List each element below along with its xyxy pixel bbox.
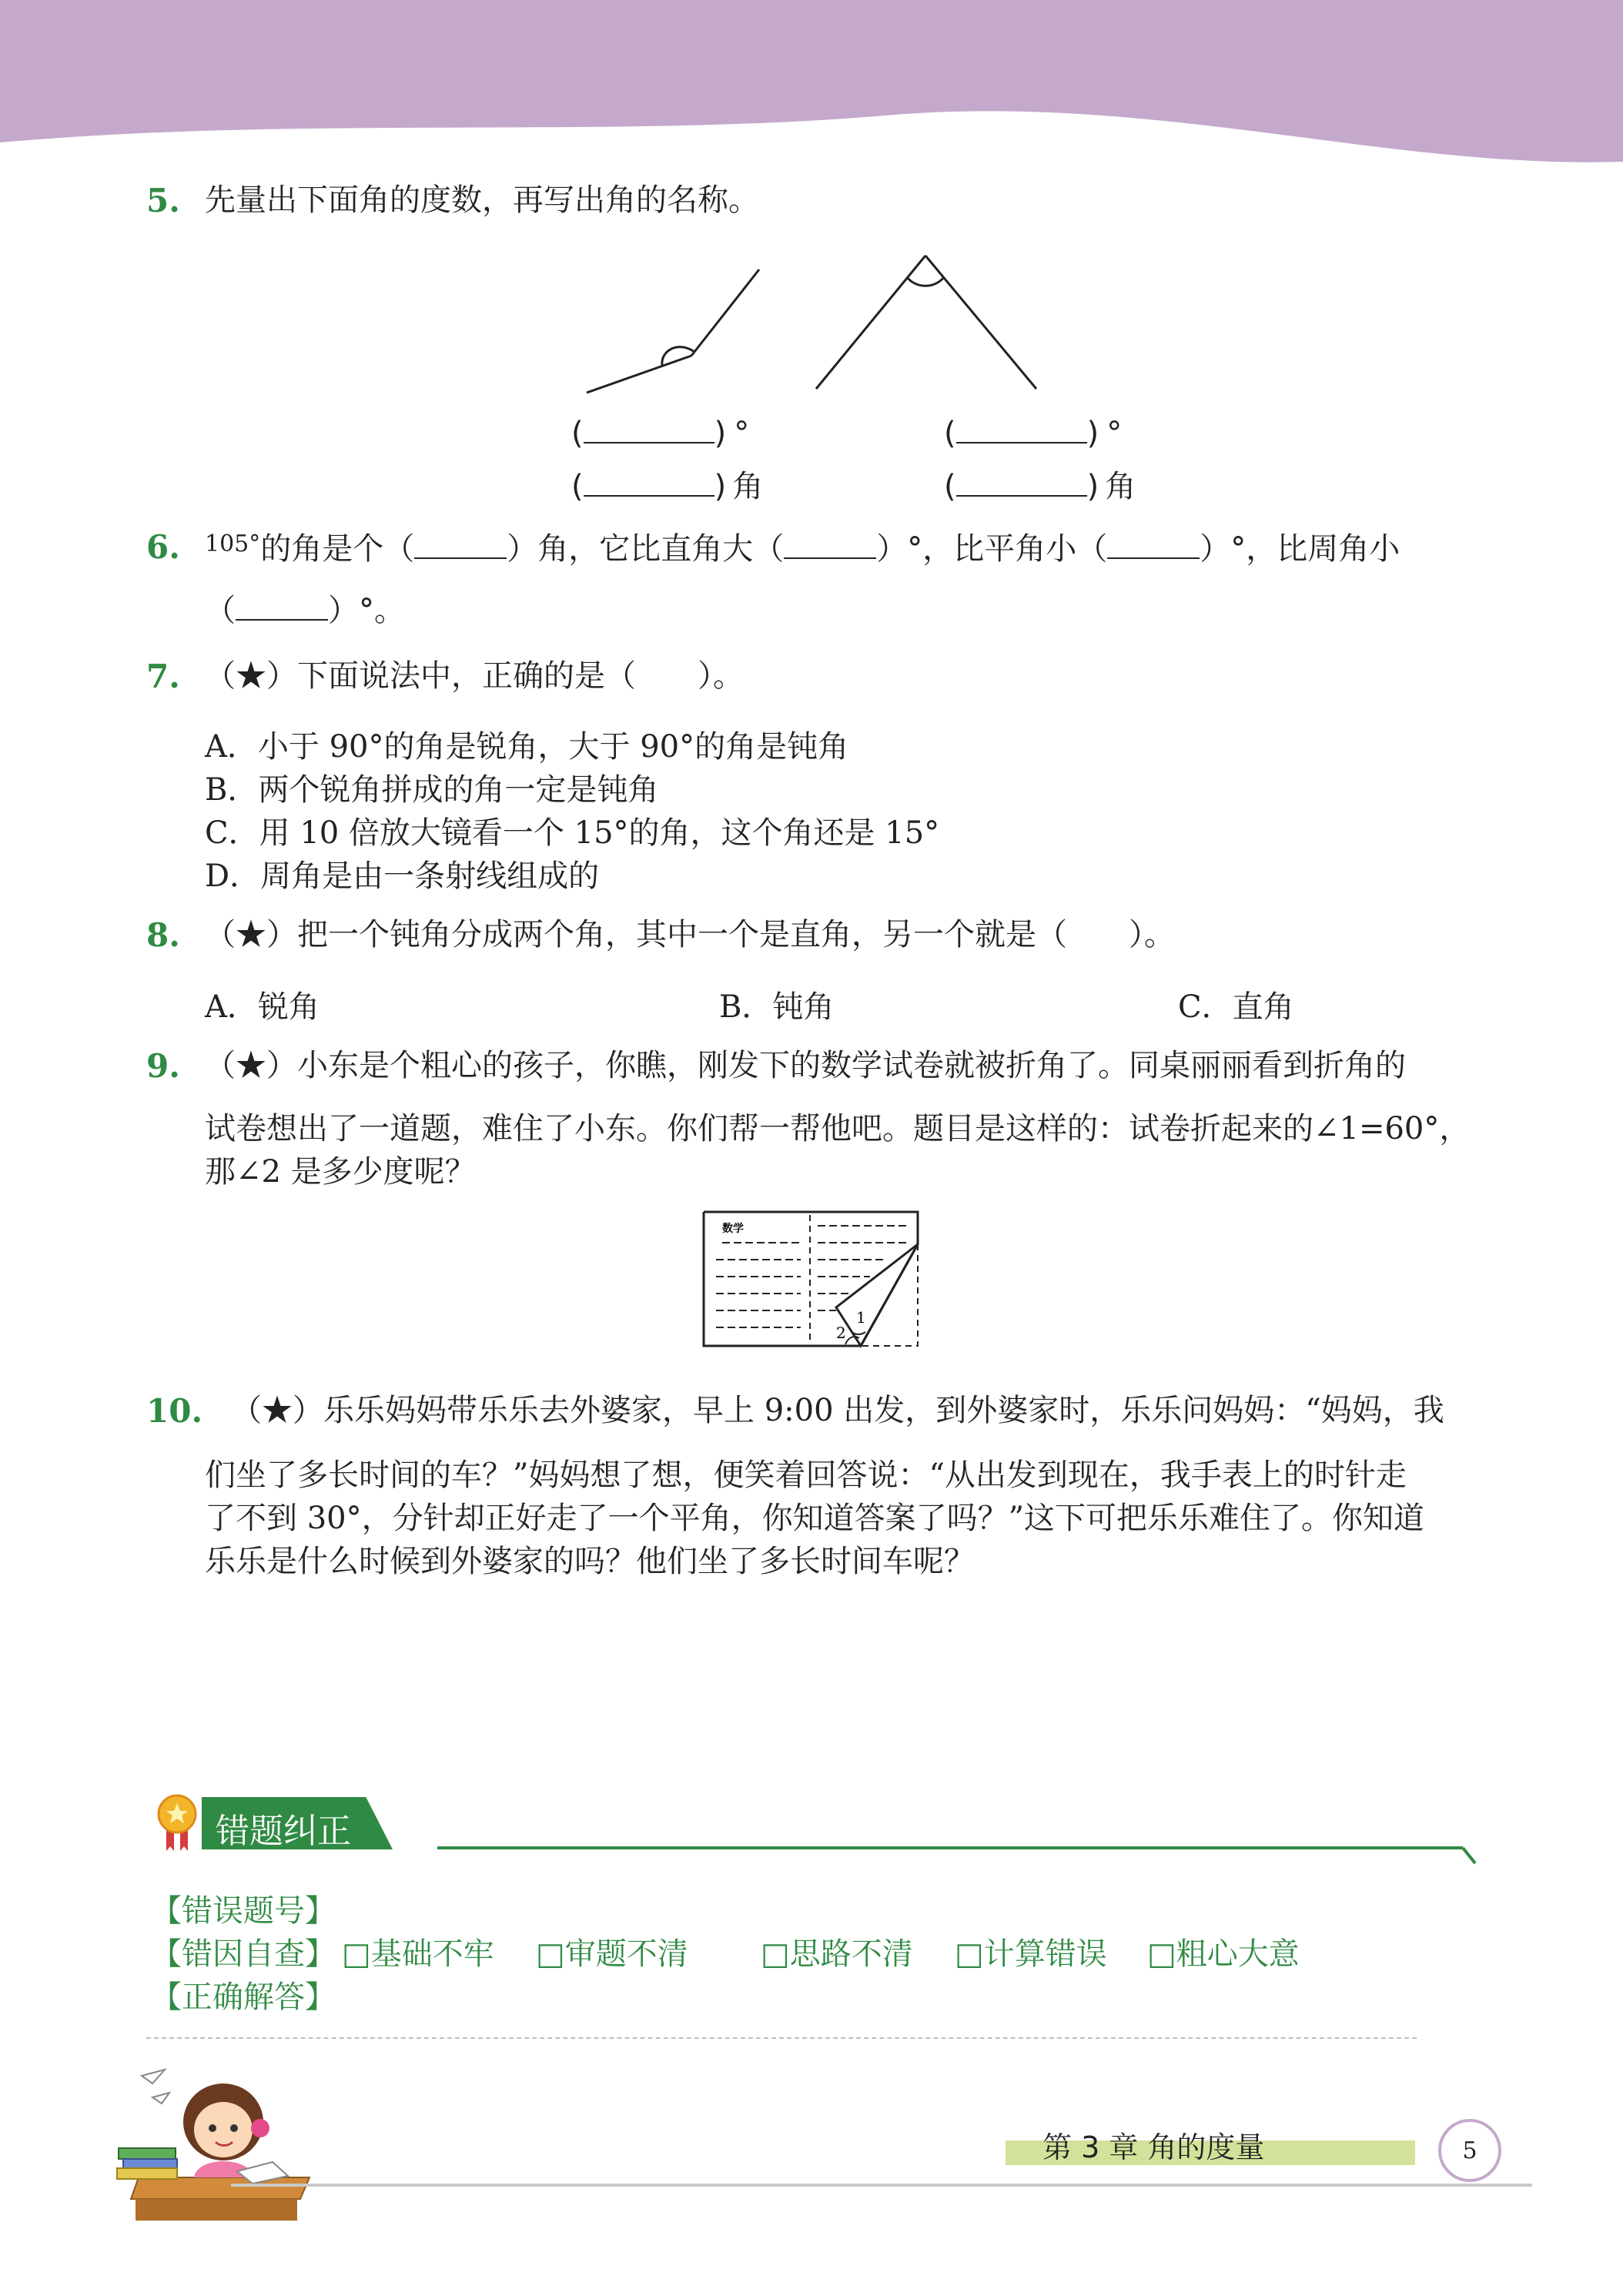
paren-open: ( xyxy=(944,416,956,451)
q10-line-4: 乐乐是什么时候到外婆家的吗？他们坐了多长时间车呢？ xyxy=(205,1544,975,1579)
q6-part-3: ）°，比平角小（ xyxy=(876,531,1108,567)
q8-number: 8. xyxy=(146,916,180,954)
q6-part-4: ）°，比周角小 xyxy=(1200,531,1400,567)
q7-option-b[interactable]: B．两个锐角拼成的角一定是钝角 xyxy=(205,772,659,808)
q6-degree: 105° xyxy=(205,530,261,557)
page-number-badge xyxy=(1438,2119,1501,2182)
header-wave xyxy=(0,0,1623,177)
check-careless[interactable]: □粗心大意 xyxy=(1147,1936,1300,1972)
q6-blank-3[interactable] xyxy=(1107,531,1200,559)
check-unclear-thinking[interactable]: □思路不清 xyxy=(761,1936,913,1972)
q7-option-c[interactable]: C．用 10 倍放大镜看一个 15°的角，这个角还是 15° xyxy=(205,815,940,851)
deg-suffix: ° xyxy=(734,416,750,451)
paren-close: ) xyxy=(714,416,727,451)
q5-number: 5. xyxy=(146,182,180,219)
q7-text: （★）下面说法中，正确的是（ ）。 xyxy=(205,658,744,694)
q6-line-1 xyxy=(205,530,1400,567)
check-misread[interactable]: □审题不清 xyxy=(536,1936,688,1972)
dashed-separator xyxy=(146,2037,1417,2039)
q6-blank-4[interactable] xyxy=(236,593,328,621)
q5-blank-name-1[interactable] xyxy=(571,462,763,506)
correction-title: 错题纠正 xyxy=(216,1812,351,1851)
error-question-number-label: 【错误题号】 xyxy=(151,1893,336,1929)
correction-divider-line xyxy=(431,1832,1478,1871)
q5-blank-name-2[interactable] xyxy=(944,462,1136,506)
q7-option-a[interactable]: A．小于 90°的角是锐角，大于 90°的角是钝角 xyxy=(205,729,849,765)
q6-number: 6. xyxy=(146,528,180,566)
q10-number: 10. xyxy=(146,1392,203,1430)
q8-text: （★）把一个钝角分成两个角，其中一个是直角，另一个就是（ ）。 xyxy=(205,917,1175,952)
deg-suffix: ° xyxy=(1106,416,1123,451)
q6-part-2: ）角，它比直角大（ xyxy=(507,531,785,567)
q7-number: 7. xyxy=(146,658,180,695)
q6-paren-close: ）°。 xyxy=(328,593,405,628)
q5-blank-degree-2[interactable] xyxy=(944,416,1122,451)
page-number: 5 xyxy=(1462,2137,1477,2164)
q6-part-1: 的角是个（ xyxy=(260,531,415,567)
q10-line-2: 们坐了多长时间的车？”妈妈想了想，便笑着回答说：“从出发到现在，我手表上的时针走 xyxy=(205,1458,1407,1493)
q5-text: 先量出下面角的度数，再写出角的名称。 xyxy=(205,182,759,218)
q9-folded-paper-figure xyxy=(701,1209,932,1350)
medal-icon xyxy=(156,1794,199,1853)
girl-reading-illustration xyxy=(108,2048,323,2225)
paren-close: ) xyxy=(714,469,727,504)
q8-option-c[interactable]: C．直角 xyxy=(1178,989,1294,1025)
paren-close: ) xyxy=(1086,416,1099,451)
correct-answer-label: 【正确解答】 xyxy=(151,1980,336,2015)
q10-line-1: （★）乐乐妈妈带乐乐去外婆家，早上 9:00 出发，到外婆家时，乐乐问妈妈：“妈妈，我 xyxy=(231,1393,1444,1428)
paren-open: ( xyxy=(571,469,584,504)
q6-blank-1[interactable] xyxy=(414,531,507,559)
q10-line-3: 了不到 30°，分针却正好走了一个平角，你知道答案了吗？”这下可把乐乐难住了。你知道 xyxy=(205,1501,1425,1536)
q6-paren-open: （ xyxy=(205,593,236,628)
q6-line-2 xyxy=(205,593,405,626)
q9-number: 9. xyxy=(146,1047,180,1085)
q6-blank-2[interactable] xyxy=(784,531,876,559)
q9-line-1: （★）小东是个粗心的孩子，你瞧，刚发下的数学试卷就被折角了。同桌丽丽看到折角的 xyxy=(205,1048,1406,1083)
q5-blank-degree-1[interactable] xyxy=(571,416,749,451)
q9-paper-label: 数学 xyxy=(722,1223,744,1235)
check-calc-error[interactable]: □计算错误 xyxy=(955,1936,1107,1972)
q9-line-2: 试卷想出了一道题，难住了小东。你们帮一帮他吧。题目是这样的：试卷折起来的∠1=60°， xyxy=(205,1111,1471,1146)
error-cause-label: 【错因自查】 xyxy=(151,1936,336,1972)
q9-angle-2-label: 2 xyxy=(836,1324,846,1342)
angle-suffix: 角 xyxy=(1105,469,1136,504)
q8-option-a[interactable]: A．锐角 xyxy=(205,989,320,1025)
angle-suffix: 角 xyxy=(732,469,764,504)
chapter-title: 第 3 章 角的度量 xyxy=(1042,2130,1265,2164)
q8-option-b[interactable]: B．钝角 xyxy=(719,989,835,1025)
q7-option-d[interactable]: D．周角是由一条射线组成的 xyxy=(205,858,600,894)
check-basic-weak[interactable]: □基础不牢 xyxy=(342,1936,494,1972)
q9-angle-1-label: 1 xyxy=(856,1308,866,1327)
paren-open: ( xyxy=(571,416,584,451)
q5-angle-figures xyxy=(570,246,1062,400)
q9-line-3: 那∠2 是多少度呢？ xyxy=(205,1154,476,1190)
paren-close: ) xyxy=(1086,469,1099,504)
footer-base-line xyxy=(231,2184,1532,2187)
paren-open: ( xyxy=(944,469,956,504)
